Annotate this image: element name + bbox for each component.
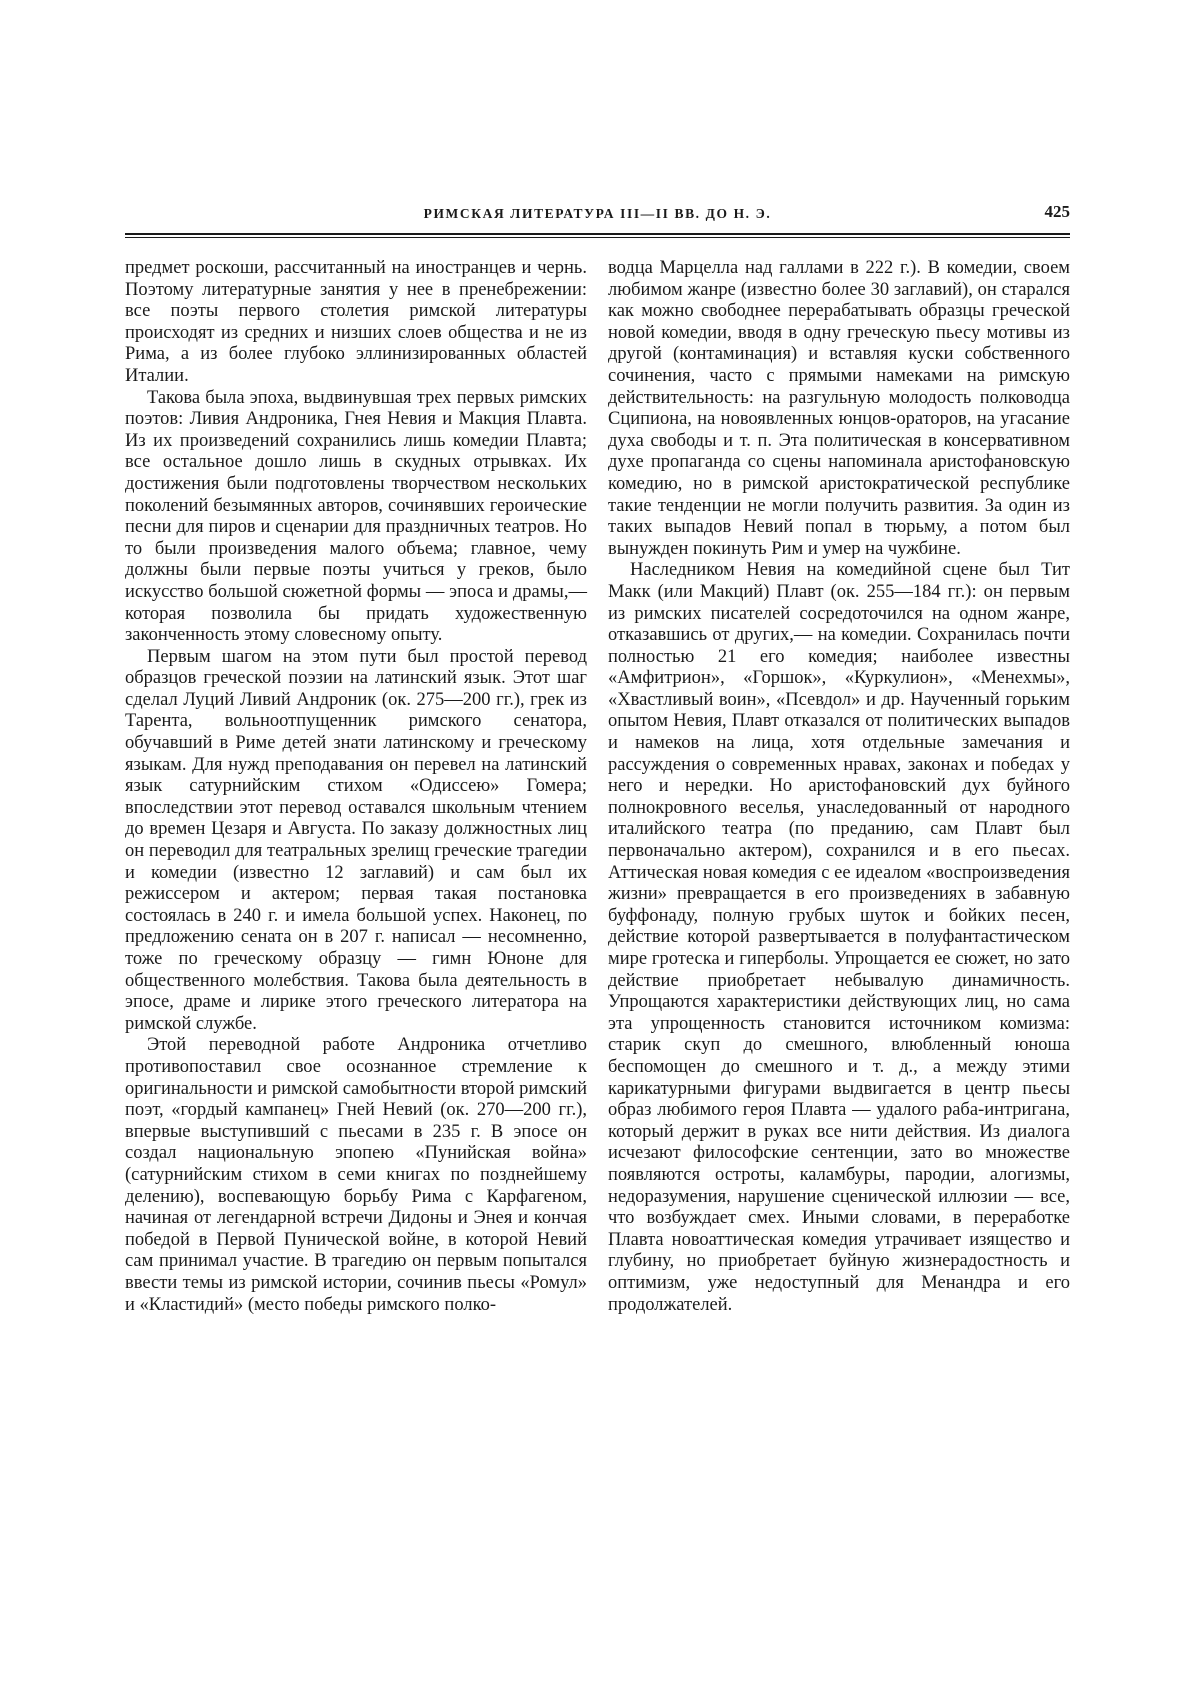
paragraph: Наследником Невия на комедийной сцене был Тит Макк (или Макций) Плавт (ок. 255—184 гг.): он первым из римских писателей сосредоточился на одном жанре, отказавшись от других,— на комедии. Сохранилась почти полностью 21 его комедия; наиболее известны «Амфитрион», «Горшок», «Куркулион», «Менехмы», «Хвастливый воин», «Псевдол» и др. Наученный горьким опытом Невия, Плавт отказался от политических выпадов и намеков на лица, хотя отдельные замечания и рассуждения о современных нравах, законах и победах у него и нередки. Но аристофановский дух буйного полнокровного веселья, унаследованный от народного италийского театра (по преданию, сам Плавт был первоначально актером), сохранился и в его пьесах. Аттическая новая комедия с ее идеалом «воспроизведения жизни» превращается в его произведениях в забавную буффонаду, полную грубых шуток и бойких песен, действие которой развертывается в полуфантастическом мире гротеска и гиперболы. Упрощается ее сюжет, но зато действие приобретает небывалую динамичность. Упрощаются характеристики действующих лиц, но сама эта упрощенность становится источником комизма: старик скуп до смешного, влюбленный юноша беспомощен до смешного и т. д., а между этими карикатурными фигурами выдвигается в центр пьесы образ любимого героя Плавта — удалого раба-интригана, который держит в руках все нити действия. Из диалога исчезают философские сентенции, зато во множестве появляются остроты, каламбуры, пародии, алогизмы, недоразумения, нарушение сценической иллюзии — все, что возбуждает смех. Иными словами, в переработке Плавта новоаттическая комедия утрачивает изящество и глубину, но приобретает буйную жизнерадостность и оптимизм, уже недоступный для Менандра и его продолжателей. <box>608 560 1070 1315</box>
page-number: 425 <box>1044 202 1070 221</box>
paragraph: Этой переводной работе Андроника отчетливо противопоставил свое осознанное стремление к оригинальности и римской самобытности второй римский поэт, «гордый кампанец» Гней Невий (ок. 270—200 гг.), впервые выступивший с пьесами в 235 г. В эпосе он создал национальную эпопею «Пунийская война» (сатурнийским стихом в семи книгах по позднейшему делению), воспевающую борьбу Рима с Карфагеном, начиная от легендарной встречи Дидоны и Энея и кончая победой в Первой Пунической войне, в которой Невий сам принимал участие. В трагедию он первым попытался ввести темы из римской истории, сочинив пьесы «Ромул» и «Кластидий» (место победы римского полко- <box>125 1035 587 1315</box>
left-column <box>125 258 587 1316</box>
paragraph: Такова была эпоха, выдвинувшая трех первых римских поэтов: Ливия Андроника, Гнея Невия и Макция Плавта. Из их произведений сохранились лишь комедии Плавта; все остальное дошло лишь в скудных отрывках. Их достижения были подготовлены творчеством нескольких поколений безымянных авторов, сочинявших героические песни для пиров и сценарии для праздничных театров. Но то были произведения малого объема; главное, чему должны были первые поэты учиться у греков, было искусство большой сюжетной формы — эпоса и драмы,— которая позволила бы придать художественную законченность этому словесному опыту. <box>125 387 587 646</box>
paragraph: Первым шагом на этом пути был простой перевод образцов греческой поэзии на латинский язык. Этот шаг сделал Луций Ливий Андроник (ок. 275—200 гг.), грек из Тарента, вольноотпущенник римского сенатора, обучавший в Риме детей знати латинскому и греческому языкам. Для нужд преподавания он перевел на латинский язык сатурнийским стихом «Одиссею» Гомера; впоследствии этот перевод оставался школьным чтением до времен Цезаря и Августа. По заказу должностных лиц он переводил для театральных зрелищ греческие трагедии и комедии (известно 12 заглавий) и сам был их режиссером и актером; первая такая постановка состоялась в 240 г. и имела большой успех. Наконец, по предложению сената он в 207 г. написал — несомненно, тоже по греческому образцу — гимн Юноне для общественного молебствия. Такова была деятельность в эпосе, драме и лирике этого греческого литератора на римской службе. <box>125 646 587 1034</box>
running-title: РИМСКАЯ ЛИТЕРАТУРА III—II ВВ. ДО Н. Э. <box>423 206 772 221</box>
paragraph: водца Марцелла над галлами в 222 г.). В комедии, своем любимом жанре (известно более 30 заглавий), он старался как можно свободнее перерабатывать образцы греческой новой комедии, вводя в одну греческую пьесу мотивы из другой (контаминация) и вставляя куски собственного сочинения, часто с прямыми намеками на римскую действительность: на разгульную молодость полководца Сципиона, на новоявленных юнцов-ораторов, на угасание духа свободы и т. п. Эта политическая в консервативном духе пропаганда со сцены напоминала аристофановскую комедию, но в римской аристократической республике такие тенденции не могли получить развития. За один из таких выпадов Невий попал в тюрьму, а потом был вынужден покинуть Рим и умер на чужбине. <box>608 258 1070 559</box>
right-column <box>608 258 1070 1316</box>
header-rule-thin <box>125 237 1070 238</box>
paragraph: предмет роскоши, рассчитанный на иностранцев и чернь. Поэтому литературные занятия у нее в пренебрежении: все поэты первого столетия римской литературы происходят из средних и низших слоев общества и не из Рима, а из более глубоко эллинизированных областей Италии. <box>125 258 587 386</box>
header-rule <box>125 233 1070 235</box>
running-head <box>125 202 1070 228</box>
